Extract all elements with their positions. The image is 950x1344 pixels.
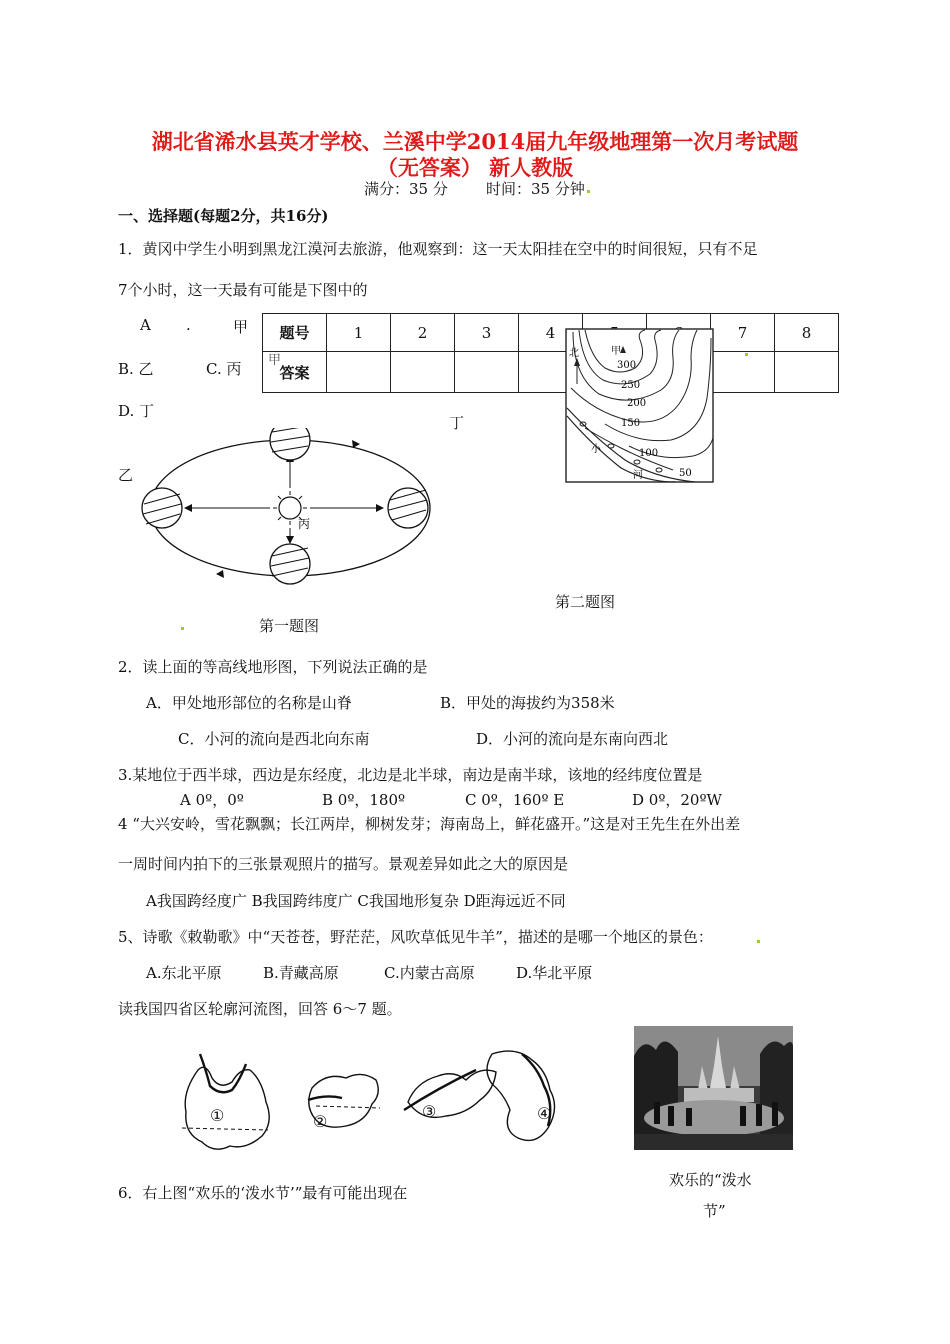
province-4: ④ xyxy=(537,1104,552,1123)
answer-table xyxy=(262,313,839,393)
province-1: ① xyxy=(210,1106,225,1125)
river-label-2: 河 xyxy=(633,470,643,481)
table-number: 3 xyxy=(455,314,519,352)
contour-label-150: 150 xyxy=(621,418,641,429)
green-dot xyxy=(181,627,184,630)
photo-caption-line1: 欢乐的“泼水 xyxy=(669,1171,752,1189)
q3-option-d: D 0º，20ºW xyxy=(632,791,722,809)
q1-option-a-letter: A xyxy=(140,316,151,334)
page-title: 湖北省浠水县英才学校、兰溪中学2014届九年级地理第一次月考试题 xyxy=(151,129,799,154)
contour-label-200: 200 xyxy=(627,398,647,409)
province-2: ② xyxy=(313,1112,328,1131)
fig1-label-ding: 丁 xyxy=(449,414,465,432)
q2-option-b: B．甲处的海拔约为358米 xyxy=(440,694,615,712)
q2-option-c: C．小河的流向是西北向东南 xyxy=(178,730,370,748)
contour-label-100: 100 xyxy=(639,448,659,459)
north-label: 北 xyxy=(569,348,579,359)
time-info: 时间：35 分钟 xyxy=(486,180,585,198)
score-info: 满分：35 分 xyxy=(364,180,448,198)
q1-option-c: C. 丙 xyxy=(206,360,242,378)
jia-label: 甲 xyxy=(611,346,621,357)
photo-caption-line2: 节” xyxy=(703,1202,726,1220)
table-header-label: 题号 xyxy=(263,314,327,352)
province-outlines-figure xyxy=(176,1050,596,1160)
contour-map-figure xyxy=(565,328,715,484)
answer-cell-8[interactable] xyxy=(775,352,839,393)
answer-cell-7[interactable] xyxy=(711,352,775,393)
q3-stem: 3.某地位于西半球，西边是东经度，北边是北半球，南边是南半球，该地的经纬度位置是 xyxy=(118,766,703,784)
q6-stem: 6．右上图“欢乐的‘泼水节’”最有可能出现在 xyxy=(118,1184,408,1202)
earth-bottom xyxy=(270,544,310,584)
table-number: 4 xyxy=(519,314,583,352)
contour-label-250: 250 xyxy=(621,380,641,391)
q1-option-a-text: 甲 xyxy=(233,318,249,336)
answer-cell-1[interactable] xyxy=(327,352,391,393)
contour-label-300: 300 xyxy=(617,360,637,371)
q3-option-b: B 0º，180º xyxy=(322,791,406,809)
q4-options: A我国跨经度广 B我国跨纬度广 C我国地形复杂 D距海远近不同 xyxy=(146,892,566,910)
q4-line1: 4 “大兴安岭，雪花飘飘；长江两岸，柳树发芽；海南岛上，鲜花盛开。”这是对王先生在外出差 xyxy=(118,815,741,833)
q5-option-d: D.华北平原 xyxy=(516,964,593,982)
q1-option-d: D. 丁 xyxy=(118,402,155,420)
q4-line2: 一周时间内拍下的三张景观照片的描写。景观差异如此之大的原因是 xyxy=(118,855,569,873)
fig1-label-bing: 丙 xyxy=(298,517,311,531)
q5-option-c: C.内蒙古高原 xyxy=(384,964,475,982)
table-number: 2 xyxy=(391,314,455,352)
section-heading: 一、选择题(每题2分，共16分) xyxy=(118,207,329,225)
table-number: 8 xyxy=(775,314,839,352)
fig2-caption: 第二题图 xyxy=(555,593,616,611)
read-instruction: 读我国四省区轮廓河流图，回答 6～7 题。 xyxy=(118,1000,402,1018)
q5-option-b: B.青藏高原 xyxy=(263,964,339,982)
table-number: 7 xyxy=(711,314,775,352)
table-answer-label: 答案 xyxy=(263,352,327,393)
q2-stem: 2．读上面的等高线地形图，下列说法正确的是 xyxy=(118,658,428,676)
q1-option-b: B. 乙 xyxy=(118,360,154,378)
q3-option-a: A 0º，0º xyxy=(180,791,244,809)
green-dot xyxy=(745,353,748,356)
earth-top xyxy=(270,428,310,460)
water-festival-photo xyxy=(634,1026,793,1150)
q1-line2: 7个小时，这一天最有可能是下图中的 xyxy=(118,281,368,299)
green-dot xyxy=(587,190,590,193)
q2-option-d: D．小河的流向是东南向西北 xyxy=(476,730,669,748)
q1-line1: 1．黄冈中学生小明到黑龙江漠河去旅游，他观察到：这一天太阳挂在空中的时间很短，只有不足 xyxy=(118,240,758,258)
fig1-label-yi: 乙 xyxy=(118,466,134,484)
earth-right xyxy=(388,488,428,528)
river-label-1: 小 xyxy=(591,444,601,455)
fig1-label-jia: 甲 xyxy=(268,353,282,368)
fig1-caption: 第一题图 xyxy=(259,617,320,635)
earth-left xyxy=(142,488,182,528)
q2-option-a: A．甲处地形部位的名称是山脊 xyxy=(146,694,352,712)
q3-option-c: C 0º，160º E xyxy=(465,791,565,809)
answer-cell-2[interactable] xyxy=(391,352,455,393)
page-subtitle: （无答案） 新人教版 xyxy=(376,155,574,180)
q1-option-a-dot: . xyxy=(186,316,191,334)
q5-option-a: A.东北平原 xyxy=(146,964,222,982)
answer-cell-3[interactable] xyxy=(455,352,519,393)
table-number: 1 xyxy=(327,314,391,352)
contour-label-50: 50 xyxy=(679,468,692,479)
province-3: ③ xyxy=(422,1102,437,1121)
earth-orbit-figure xyxy=(130,428,450,608)
q5-stem: 5、诗歌《敕勒歌》中“天苍苍，野茫茫，风吹草低见牛羊”，描述的是哪一个地区的景色： xyxy=(118,928,713,946)
green-dot xyxy=(757,940,760,943)
